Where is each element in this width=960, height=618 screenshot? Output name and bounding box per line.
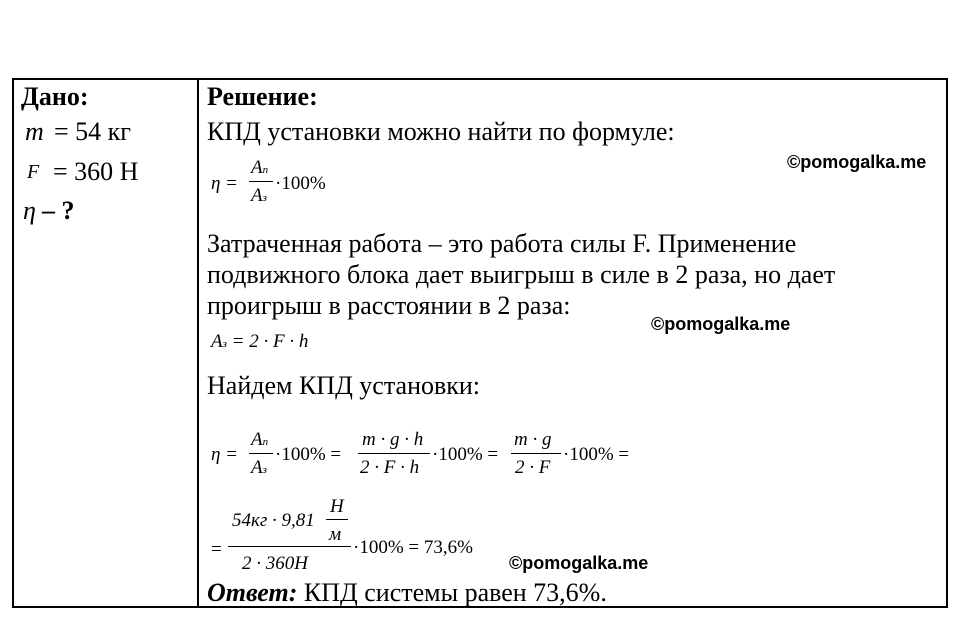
force-value: = 360 Н xyxy=(53,157,139,186)
formula-spent-work: Aз = 2 · F · h xyxy=(211,331,309,352)
fraction-bar xyxy=(358,453,430,454)
mass-variable: m xyxy=(25,117,44,146)
find-efficiency-text: Найдем КПД установки: xyxy=(207,371,481,400)
watermark: ©pomogalka.me xyxy=(787,152,927,172)
paragraph-line-2: подвижного блока дает выигрыш в силе в 2 раза, но дает xyxy=(207,260,836,289)
watermark: ©pomogalka.me xyxy=(651,314,791,334)
answer-text: КПД системы равен 73,6%. xyxy=(303,578,607,607)
efficiency-question: – ? xyxy=(42,196,75,225)
formula1-numerator: Aп xyxy=(251,157,269,178)
mass-value: = 54 кг xyxy=(54,117,131,146)
given-header: Дано: xyxy=(21,82,89,111)
watermark: ©pomogalka.me xyxy=(509,553,649,573)
fraction-bar xyxy=(511,453,561,454)
column-divider xyxy=(197,78,199,608)
paragraph-line-3: проигрыш в расстоянии в 2 раза: xyxy=(207,291,571,320)
answer-line xyxy=(207,579,607,607)
fraction-bar xyxy=(228,546,351,547)
fraction-bar xyxy=(249,453,273,454)
solution-intro: КПД установки можно найти по формуле: xyxy=(207,117,675,146)
unit-fraction-bar xyxy=(326,519,348,520)
fraction-bar xyxy=(249,181,273,182)
formula1-denominator: Aз xyxy=(251,185,267,206)
efficiency-variable: η xyxy=(23,196,36,225)
paragraph-line-1: Затраченная работа – это работа силы F. Применение xyxy=(207,229,797,258)
answer-label: Ответ: xyxy=(207,578,298,607)
force-variable: F xyxy=(27,161,40,183)
solution-header: Решение: xyxy=(207,82,318,111)
